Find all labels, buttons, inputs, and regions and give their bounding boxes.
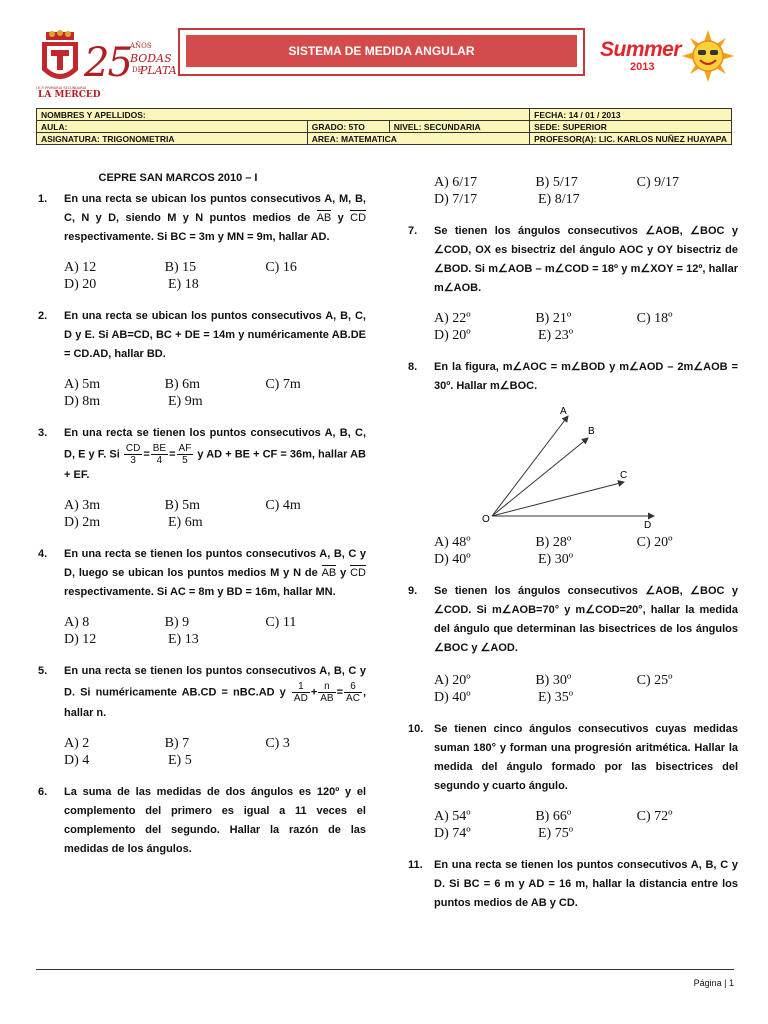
angle-figure xyxy=(482,404,682,528)
school-crest-logo xyxy=(38,30,82,88)
field-asignatura: ASIGNATURA: TRIGONOMETRIA xyxy=(37,133,308,145)
option[interactable]: D) 74º xyxy=(434,826,471,841)
right-column xyxy=(408,174,738,913)
option[interactable]: B) 7 xyxy=(164,736,190,751)
footer-divider xyxy=(36,969,734,970)
question-3: 3. En una recta se tienen los puntos consecutivos A, B, C, D, E y F. Si $\frac{CD}{3}$ = $\frac{BE}{4}$ = $\frac{AF}{5}$ y AD + BE + CF = 36m, hallar AB + EF. xyxy=(38,427,366,481)
source-heading: CEPRE SAN MARCOS 2010 – I xyxy=(98,172,258,184)
question-4: 4. En una recta se tienen los puntos consecutivos A, B, C y D, luego se ubican los puntos medios M y N de AB y CD respectivamente. Si AC = 8m y BD = 16m, hallar MN. xyxy=(38,548,366,598)
option[interactable]: A) 6/17 xyxy=(434,175,478,190)
question-7: 7. Se tienen los ángulos consecutivos ∠AOB, ∠BOC y ∠COD, OX es bisectriz del ángulo AOC y OY bisectriz de ∠BOD. Si m∠AOB – m∠COD = 18º y m∠XOY = 12º, hallar m∠AOB. xyxy=(408,225,738,294)
option[interactable]: A) 22º xyxy=(434,311,471,326)
option[interactable]: A) 48º xyxy=(434,535,471,550)
option[interactable]: D) 20º xyxy=(434,328,471,343)
anniversary-logo: 25 AÑOS BODAS DE PLATA xyxy=(84,40,177,86)
option[interactable]: D) 2m xyxy=(64,515,101,530)
option[interactable]: D) 40º xyxy=(434,690,471,705)
field-profesor: PROFESOR(A): LIC. KARLOS NUÑEZ HUAYAPA xyxy=(530,133,732,145)
q8-options xyxy=(434,534,738,568)
option[interactable]: A) 20º xyxy=(434,673,471,688)
q6-options xyxy=(434,174,738,208)
page-number: Página | 1 xyxy=(693,978,734,988)
option[interactable]: A) 5m xyxy=(64,377,101,392)
q3-options xyxy=(64,497,366,531)
option[interactable]: A) 54º xyxy=(434,809,471,824)
fraction: $\frac{BE}{4}$ xyxy=(152,443,167,466)
option[interactable]: B) 28º xyxy=(535,535,572,550)
label-d: D xyxy=(644,520,652,528)
question-6: 6. La suma de las medidas de dos ángulos es 120º y el complemento del primero es igual a 11 veces el complemento del segundo. Hallar la razón de las medidas de los ángulos. xyxy=(38,786,366,855)
option[interactable]: B) 6m xyxy=(164,377,201,392)
option[interactable]: B) 5/17 xyxy=(535,175,578,190)
q2-options xyxy=(64,376,366,410)
option[interactable]: D) 12 xyxy=(64,632,97,647)
q9-options xyxy=(434,672,738,706)
student-info-table xyxy=(36,108,732,145)
ray-oa xyxy=(492,416,568,516)
field-nivel: NIVEL: SECUNDARIA xyxy=(389,121,529,133)
option[interactable]: D) 20 xyxy=(64,277,97,292)
ray-oc xyxy=(492,482,624,516)
option[interactable]: E) 6m xyxy=(168,515,203,530)
option[interactable]: B) 5m xyxy=(164,498,201,513)
option[interactable]: C) 4m xyxy=(265,498,301,513)
school-name: LA MERCED xyxy=(38,90,101,100)
option[interactable]: E) 75º xyxy=(538,826,574,841)
q1-options xyxy=(64,259,366,293)
option[interactable]: C) 9/17 xyxy=(636,175,680,190)
option[interactable]: A) 2 xyxy=(64,736,90,751)
option[interactable]: E) 30º xyxy=(538,552,574,567)
option[interactable]: C) 20º xyxy=(636,535,673,550)
option[interactable]: B) 66º xyxy=(535,809,572,824)
fraction: $\frac{AF}{5}$ xyxy=(178,443,192,466)
option[interactable]: C) 72º xyxy=(636,809,673,824)
option[interactable]: A) 8 xyxy=(64,615,90,630)
question-2: 2. En una recta se ubican los puntos consecutivos A, B, C, D y E. Si AB=CD, BC + DE = 14m y numéricamente AB.DE = CD.AD, hallar BD. xyxy=(38,310,366,360)
option[interactable]: D) 7/17 xyxy=(434,192,478,207)
option[interactable]: D) 40º xyxy=(434,552,471,567)
option[interactable]: E) 23º xyxy=(538,328,574,343)
option[interactable]: C) 16 xyxy=(265,260,297,275)
option[interactable]: C) 25º xyxy=(636,673,673,688)
segment-cd: CD xyxy=(350,567,366,579)
segment-cd: CD xyxy=(350,212,367,224)
option[interactable]: C) 7m xyxy=(265,377,301,392)
question-5: 5. En una recta se tienen los puntos consecutivos A, B, C y D. Si numéricamente AB.CD = nBC.AD y $\frac{1}{AD}$ + $\frac{n}{AB}$ = $\frac{6}{AC}$ , hallar n. xyxy=(38,665,366,719)
q10-options xyxy=(434,808,738,842)
question-10: 10. Se tienen cinco ángulos consecutivos cuyas medidas suman 180° y forman una progresión aritmética. Hallar la medida del ángulo formado por las bisectrices del segundo y cuarto ángulo. xyxy=(408,723,738,792)
option[interactable]: B) 21º xyxy=(535,311,572,326)
label-a: A xyxy=(560,406,567,417)
option[interactable]: E) 18 xyxy=(168,277,199,292)
field-sede: SEDE: SUPERIOR xyxy=(530,121,732,133)
page-title: SISTEMA DE MEDIDA ANGULAR xyxy=(186,35,577,67)
option[interactable]: E) 5 xyxy=(168,753,192,768)
field-area: AREA: MATEMATICA xyxy=(307,133,529,145)
question-11: 11. En una recta se tienen los puntos consecutivos A, B, C y D. Si BC = 6 m y AD = 16 m, hallar la distancia entre los puntos medios de AB y CD. xyxy=(408,859,738,909)
school-subtitle: I.E.P. PRIMARIA SECUNDARIA xyxy=(36,86,87,90)
option[interactable]: B) 9 xyxy=(164,615,190,630)
left-column xyxy=(38,172,366,859)
label-c: C xyxy=(620,470,628,481)
question-8: 8. En la figura, m∠AOC = m∠BOD y m∠AOD – 2m∠AOB = 30º. Hallar m∠BOC. xyxy=(408,361,738,392)
fraction: $\frac{6}{AC}$ xyxy=(346,681,360,704)
fraction: $\frac{1}{AD}$ xyxy=(293,681,308,704)
segment-ab: AB xyxy=(321,567,337,579)
question-1: 1. En una recta se ubican los puntos consecutivos A, M, B, C, N y D, siendo M y N puntos medios de AB y CD respectivamente. Si BC = 3m y MN = 9m, hallar AD. xyxy=(38,193,367,243)
ray-ob xyxy=(492,438,588,516)
segment-ab: AB xyxy=(316,212,332,224)
field-aula: AULA: xyxy=(37,121,308,133)
option[interactable]: E) 13 xyxy=(168,632,199,647)
field-nombres: NOMBRES Y APELLIDOS: xyxy=(37,109,530,121)
option[interactable]: A) 12 xyxy=(64,260,97,275)
question-9: 9. Se tienen los ángulos consecutivos ∠AOB, ∠BOC y ∠COD. Si m∠AOB=70° y m∠COD=20°, hallar la medida del ángulo que determinan las bisectrices de los ángulos ∠BOC y ∠AOD. xyxy=(408,585,738,654)
fraction: $\frac{n}{AB}$ xyxy=(320,681,334,704)
option[interactable]: E) 9m xyxy=(168,394,203,409)
label-b: B xyxy=(588,426,595,437)
option[interactable]: D) 4 xyxy=(64,753,90,768)
fraction: $\frac{CD}{3}$ xyxy=(125,443,141,466)
option[interactable]: C) 18º xyxy=(636,311,673,326)
q7-options xyxy=(434,310,738,344)
option[interactable]: D) 8m xyxy=(64,394,101,409)
q4-options xyxy=(64,614,366,648)
option[interactable]: B) 15 xyxy=(164,260,197,275)
option[interactable]: C) 11 xyxy=(265,615,297,630)
q5-options xyxy=(64,735,366,769)
option[interactable]: C) 3 xyxy=(265,736,290,751)
option[interactable]: E) 8/17 xyxy=(538,192,580,207)
option[interactable]: B) 30º xyxy=(535,673,572,688)
sun-icon xyxy=(682,30,734,82)
option[interactable]: A) 3m xyxy=(64,498,101,513)
summer-logo: Summer 2013 xyxy=(596,30,736,100)
field-fecha: FECHA: 14 / 01 / 2013 xyxy=(530,109,732,121)
label-o: O xyxy=(482,514,490,525)
field-grado: GRADO: 5TO xyxy=(307,121,389,133)
option[interactable]: E) 35º xyxy=(538,690,574,705)
